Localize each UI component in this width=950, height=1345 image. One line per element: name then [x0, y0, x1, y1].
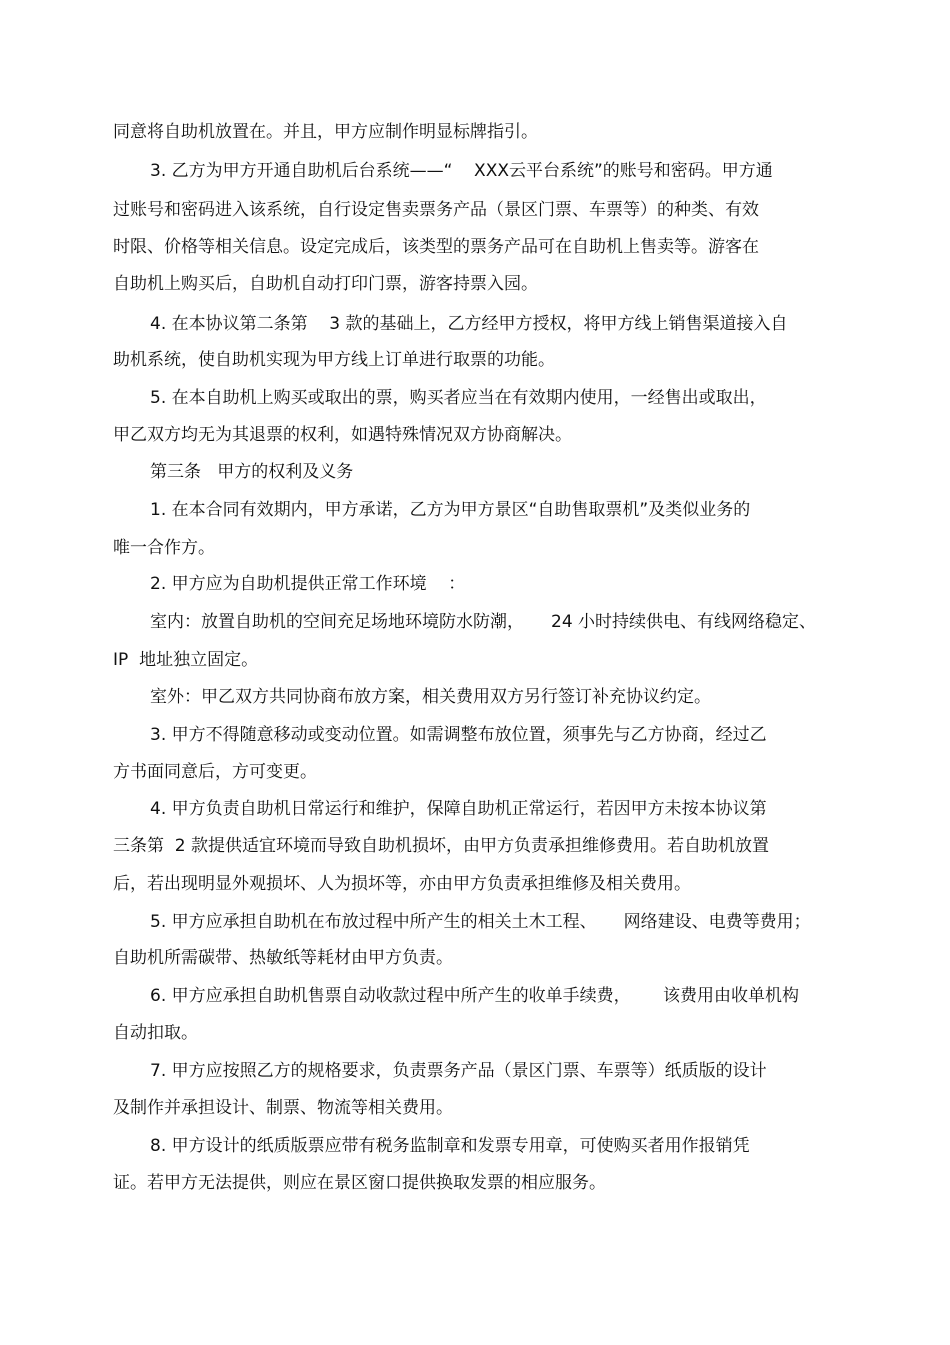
text-line: 证。若甲方无法提供，则应在景区窗口提供换取发票的相应服务。: [113, 1173, 606, 1193]
text-line: 同意将自助机放置在。并且，甲方应制作明显标牌指引。: [113, 122, 538, 142]
text-line: 时限、价格等相关信息。设定完成后，该类型的票务产品可在自助机上售卖等。游客在: [113, 237, 759, 257]
text-line: 唯一合作方。: [113, 538, 215, 558]
text-line: 8. 甲方设计的纸质版票应带有税务监制章和发票专用章，可使购买者用作报销凭: [150, 1136, 750, 1156]
text-line: 4. 在本协议第二条第 3 款的基础上，乙方经甲方授权，将甲方线上销售渠道接入自: [150, 314, 788, 334]
text-line: 及制作并承担设计、制票、物流等相关费用。: [113, 1098, 453, 1118]
text-line: 1. 在本合同有效期内，甲方承诺，乙方为甲方景区“自助售取票机”及类似业务的: [150, 500, 751, 520]
text-line: 自助机所需碳带、热敏纸等耗材由甲方负责。: [113, 948, 453, 968]
text-line: 方书面同意后，方可变更。: [113, 762, 317, 782]
text-line: IP 地址独立固定。: [113, 650, 259, 670]
text-line: 后，若出现明显外观损坏、人为损坏等，亦由甲方负责承担维修及相关费用。: [113, 874, 691, 894]
text-line: 3. 甲方不得随意移动或变动位置。如需调整布放位置，须事先与乙方协商，经过乙: [150, 725, 767, 745]
text-line: 室外：甲乙双方共同协商布放方案，相关费用双方另行签订补充协议约定。: [150, 687, 711, 707]
text-line: 5. 甲方应承担自助机在布放过程中所产生的相关土木工程、 网络建设、电费等费用；: [150, 912, 811, 932]
text-line: 自动扣取。: [113, 1023, 198, 1043]
text-line: 5. 在本自助机上购买或取出的票，购买者应当在有效期内使用，一经售出或取出，: [150, 388, 767, 408]
text-line: 3. 乙方为甲方开通自助机后台系统——“ XXX云平台系统”的账号和密码。甲方通: [150, 161, 773, 181]
text-line: 助机系统，使自助机实现为甲方线上订单进行取票的功能。: [113, 350, 555, 370]
section-heading: 第三条 甲方的权利及义务: [150, 462, 354, 482]
text-line: 三条第 2 款提供适宜环境而导致自助机损坏，由甲方负责承担维修费用。若自助机放置: [113, 836, 770, 856]
text-line: 过账号和密码进入该系统，自行设定售卖票务产品（景区门票、车票等）的种类、有效: [113, 200, 759, 220]
text-line: 自助机上购买后，自助机自动打印门票，游客持票入园。: [113, 274, 538, 294]
text-line: 甲乙双方均无为其退票的权利，如遇特殊情况双方协商解决。: [113, 425, 572, 445]
text-line: 7. 甲方应按照乙方的规格要求，负责票务产品（景区门票、车票等）纸质版的设计: [150, 1061, 767, 1081]
text-line: 2. 甲方应为自助机提供正常工作环境 ：: [150, 574, 466, 594]
text-line: 6. 甲方应承担自助机售票自动收款过程中所产生的收单手续费， 该费用由收单机构: [150, 986, 800, 1006]
text-line: 4. 甲方负责自助机日常运行和维护，保障自助机正常运行，若因甲方未按本协议第: [150, 799, 767, 819]
text-line: 室内：放置自助机的空间充足场地环境防水防潮， 24 小时持续供电、有线网络稳定、: [150, 612, 817, 632]
